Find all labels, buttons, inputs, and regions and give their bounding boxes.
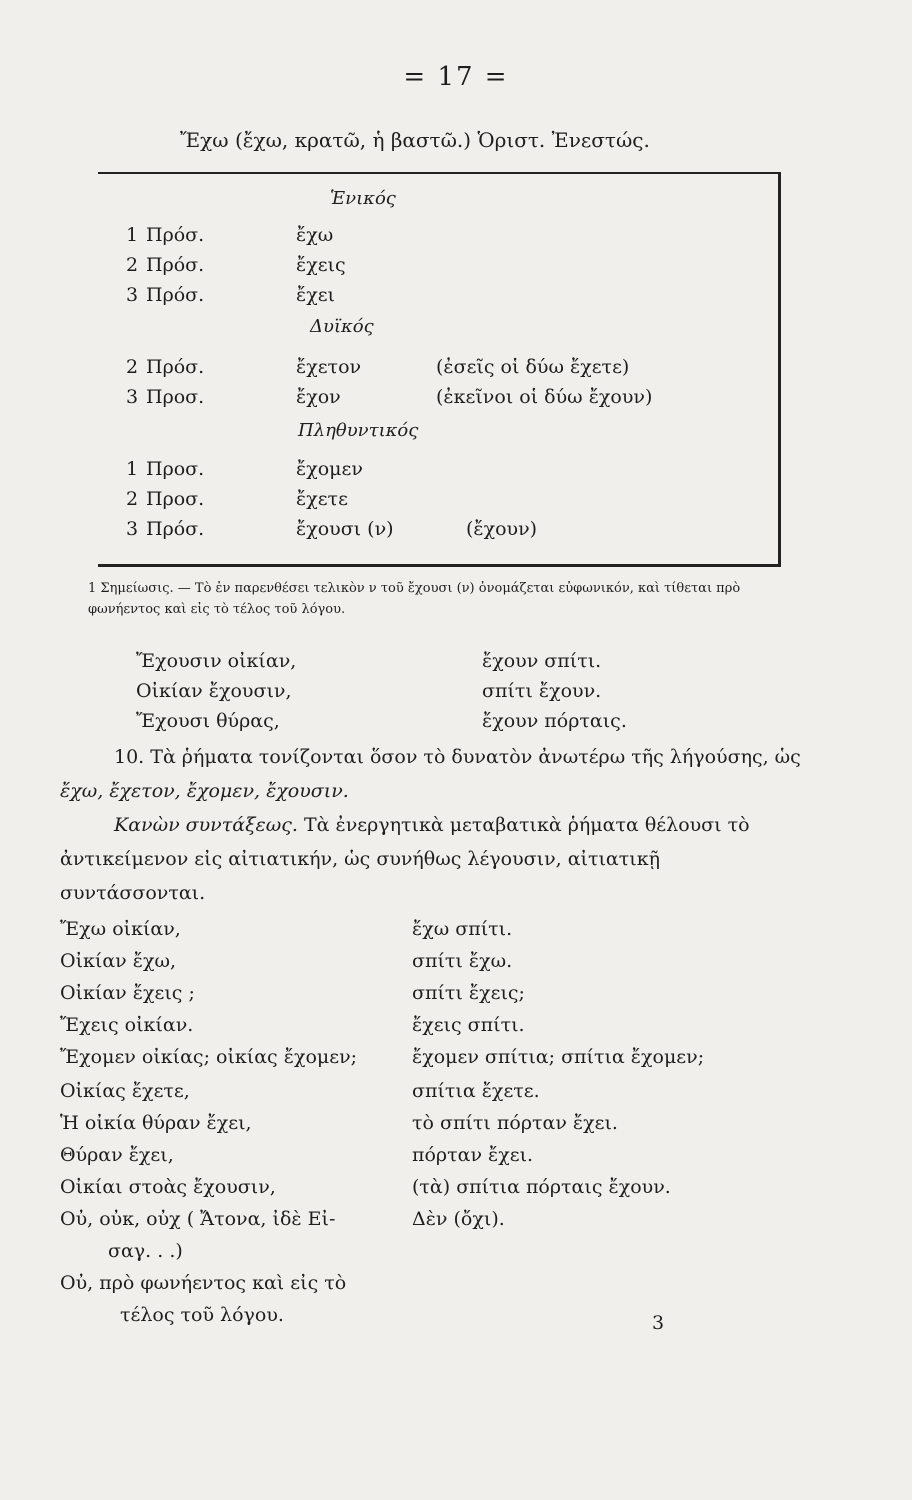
table-row-form: ἔχομεν xyxy=(296,458,363,480)
table-row-form: ἔχετον xyxy=(296,356,362,378)
table-row-person: Πρόσ. xyxy=(146,224,205,246)
example-right: ἔχουν σπίτι. xyxy=(482,650,602,672)
conjugation-table xyxy=(98,172,781,567)
table-row-form: ἔχετε xyxy=(296,488,348,510)
paragraph-examples: ἔχω, ἔχετον, ἔχομεν, ἔχουσιν. xyxy=(60,780,349,802)
example-continuation: τέλος τοῦ λόγου. xyxy=(120,1304,284,1326)
table-row-form: ἔχει xyxy=(296,284,336,306)
example-left: Οἰκίας ἔχετε, xyxy=(60,1080,190,1102)
page-number: = 17 = xyxy=(403,62,509,92)
table-row-person: Πρόσ. xyxy=(146,518,205,540)
example-right: τὸ σπίτι πόρταν ἔχει. xyxy=(412,1112,618,1134)
conjugation-title: Ἔχω (ἔχω, κρατῶ, ἡ βαστῶ.) Ὁριστ. Ἐνεστώς. xyxy=(180,128,650,152)
table-row-form: ἔχεις xyxy=(296,254,346,276)
example-right: ἔχεις σπίτι. xyxy=(412,1014,525,1036)
plural-label: Πληθυντικός xyxy=(298,420,419,441)
table-row-person: Πρόσ. xyxy=(146,254,205,276)
singular-label: Ἑνικός xyxy=(330,188,396,209)
table-row-num: 3 xyxy=(126,386,139,408)
example-left: Ἔχουσιν οἰκίαν, xyxy=(136,650,297,672)
example-left: Οὐ, οὐκ, οὐχ ( Ἄτονα, ἰδὲ Εἰ- xyxy=(60,1208,336,1230)
example-left: Οἰκίαν ἔχεις ; xyxy=(60,982,195,1004)
example-right: σπίτια ἔχετε. xyxy=(412,1080,540,1102)
table-row-person: Πρόσ. xyxy=(146,284,205,306)
table-row-num: 2 xyxy=(126,254,139,276)
example-right: ἔχουν πόρταις. xyxy=(482,710,627,732)
example-right: (τὰ) σπίτια πόρταις ἔχουν. xyxy=(412,1176,671,1198)
table-row-gloss: (ἐσεῖς οἱ δύω ἔχετε) xyxy=(436,356,630,378)
table-row-person: Προσ. xyxy=(146,488,205,510)
example-right: πόρταν ἔχει. xyxy=(412,1144,534,1166)
example-left: Οἰκίαν ἔχω, xyxy=(60,950,177,972)
table-row-num: 3 xyxy=(126,518,139,540)
example-left: Ἔχομεν οἰκίας; οἰκίας ἔχομεν; xyxy=(60,1046,358,1068)
example-continuation: σαγ. . .) xyxy=(108,1240,183,1262)
example-right: σπίτι ἔχεις; xyxy=(412,982,525,1004)
rule-text: Τὰ ἐνεργητικὰ μεταβατικὰ ῥήματα θέλουσι τὸ ἀντικείμενον εἰς αἰτιατικήν, ὡς συνήθως λέγουσιν, αἰτιατικῇ συντάσσονται. xyxy=(60,814,750,904)
paragraph-10 xyxy=(60,740,802,808)
table-row-gloss: (ἔχουν) xyxy=(466,518,538,540)
table-row-form: ἔχω xyxy=(296,224,334,246)
example-left: Οἰκίαι στοὰς ἔχουσιν, xyxy=(60,1176,276,1198)
table-row-form: ἔχον xyxy=(296,386,341,408)
table-row-num: 3 xyxy=(126,284,139,306)
footnote: 1 Σημείωσις. — Τὸ ἐν παρενθέσει τελικὸν ν τοῦ ἔχουσι (ν) ὀνομάζεται εὐφωνικόν, καὶ τίθεται πρὸ φωνήεντος καὶ εἰς τὸ τέλος τοῦ λόγου. xyxy=(88,581,741,617)
example-right: σπίτι ἔχω. xyxy=(412,950,513,972)
example-right: ἔχω σπίτι. xyxy=(412,918,513,940)
rule-heading: Κανὼν συντάξεως. xyxy=(114,814,298,836)
table-row-num: 1 xyxy=(126,458,139,480)
table-row-person: Πρόσ. xyxy=(146,356,205,378)
signature-mark: 3 xyxy=(652,1312,665,1334)
table-row-num: 2 xyxy=(126,488,139,510)
example-continuation: Οὐ, πρὸ φωνήεντος καὶ εἰς τὸ xyxy=(60,1272,347,1294)
example-left: Ἔχω οἰκίαν, xyxy=(60,918,181,940)
example-right: σπίτι ἔχουν. xyxy=(482,680,602,702)
example-left: Ἔχουσι θύρας, xyxy=(136,710,280,732)
table-row-num: 1 xyxy=(126,224,139,246)
table-row-gloss: (ἐκεῖνοι οἱ δύω ἔχουν) xyxy=(436,386,653,408)
example-right: Δὲν (ὄχι). xyxy=(412,1208,505,1230)
paragraph-number: 10. xyxy=(114,746,145,768)
table-row-person: Προσ. xyxy=(146,386,205,408)
example-left: Ἡ οἰκία θύραν ἔχει, xyxy=(60,1112,252,1134)
paragraph-text: Τὰ ῥήματα τονίζονται ὅσον τὸ δυνατὸν ἀνωτέρω τῆς λήγούσης, ὡς xyxy=(150,746,801,768)
dual-label: Δυϊκός xyxy=(310,316,374,337)
table-row-num: 2 xyxy=(126,356,139,378)
example-right: ἔχομεν σπίτια; σπίτια ἔχομεν; xyxy=(412,1046,705,1068)
example-left: Ἔχεις οἰκίαν. xyxy=(60,1014,194,1036)
example-left: Θύραν ἔχει, xyxy=(60,1144,174,1166)
table-row-person: Προσ. xyxy=(146,458,205,480)
example-left: Οἰκίαν ἔχουσιν, xyxy=(136,680,292,702)
syntax-rule xyxy=(60,808,802,910)
table-row-form: ἔχουσι (ν) xyxy=(296,518,394,540)
